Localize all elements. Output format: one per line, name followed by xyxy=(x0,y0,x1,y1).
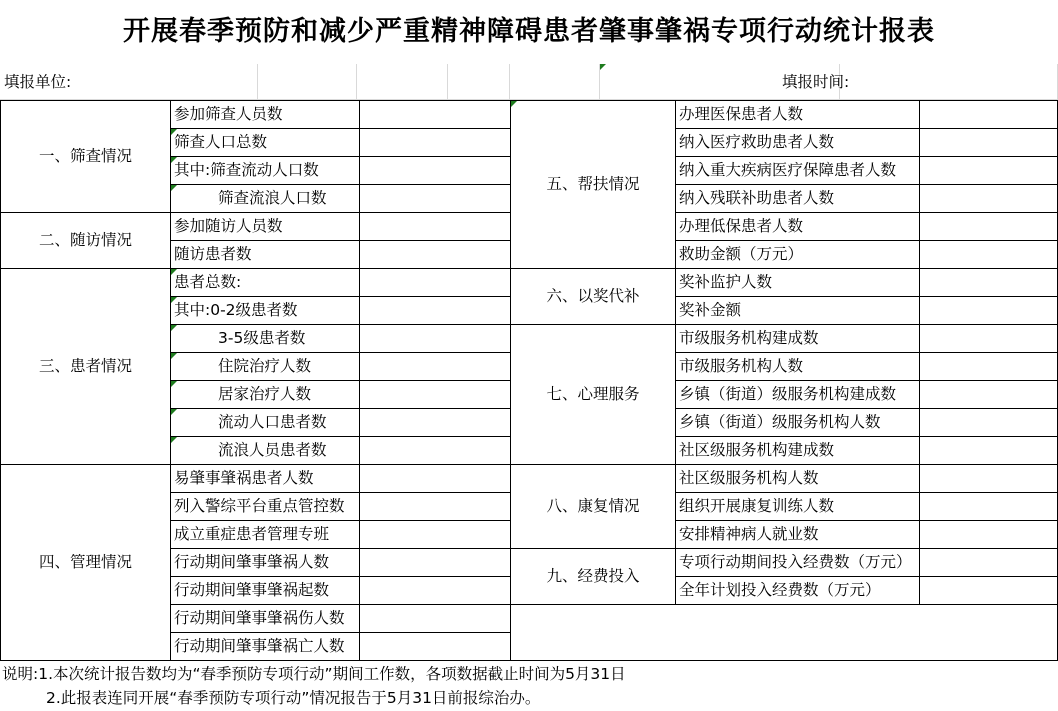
value-cell[interactable] xyxy=(919,184,1058,213)
value-cell[interactable] xyxy=(359,520,511,549)
value-cell[interactable] xyxy=(919,492,1058,521)
value-cell[interactable] xyxy=(359,604,511,633)
item-label: 筛查流浪人口数 xyxy=(170,184,360,213)
item-label: 奖补金额 xyxy=(675,296,920,325)
value-cell[interactable] xyxy=(359,156,511,185)
cell-note-marker xyxy=(171,157,177,163)
item-label: 参加随访人员数 xyxy=(170,212,360,241)
value-cell[interactable] xyxy=(919,408,1058,437)
item-label: 市级服务机构建成数 xyxy=(675,324,920,353)
report-title: 开展春季预防和减少严重精神障碍患者肇事肇祸专项行动统计报表 xyxy=(123,16,935,47)
item-label: 奖补监护人数 xyxy=(675,268,920,297)
item-label: 纳入残联补助患者人数 xyxy=(675,184,920,213)
header-grid-cell xyxy=(448,64,510,100)
value-cell[interactable] xyxy=(359,128,511,157)
value-cell[interactable] xyxy=(359,436,511,465)
value-cell[interactable] xyxy=(919,576,1058,605)
value-cell[interactable] xyxy=(919,324,1058,353)
item-label: 社区级服务机构人数 xyxy=(675,464,920,493)
value-cell[interactable] xyxy=(919,436,1058,465)
cell-note-marker xyxy=(171,297,177,303)
value-cell[interactable] xyxy=(919,240,1058,269)
item-label: 其中:筛查流动人口数 xyxy=(170,156,360,185)
cell-note-marker xyxy=(511,101,517,107)
value-cell[interactable] xyxy=(919,100,1058,129)
value-cell[interactable] xyxy=(359,408,511,437)
value-cell[interactable] xyxy=(359,492,511,521)
item-label: 组织开展康复训练人数 xyxy=(675,492,920,521)
value-cell[interactable] xyxy=(919,296,1058,325)
item-label: 办理医保患者人数 xyxy=(675,100,920,129)
time-label: 填报时间: xyxy=(782,73,850,91)
item-label: 纳入重大疾病医疗保障患者人数 xyxy=(675,156,920,185)
value-cell[interactable] xyxy=(359,352,511,381)
section-label: 九、经费投入 xyxy=(510,548,676,605)
value-cell[interactable] xyxy=(359,296,511,325)
value-cell[interactable] xyxy=(919,380,1058,409)
item-label: 筛查人口总数 xyxy=(170,128,360,157)
item-label: 居家治疗人数 xyxy=(170,380,360,409)
item-label: 患者总数: xyxy=(170,268,360,297)
section-label: 五、帮扶情况 xyxy=(510,100,676,269)
item-label: 随访患者数 xyxy=(170,240,360,269)
cell-note-marker xyxy=(171,185,177,191)
item-label: 行动期间肇事肇祸人数 xyxy=(170,548,360,577)
cell-note-marker xyxy=(171,409,177,415)
value-cell[interactable] xyxy=(919,520,1058,549)
cell-note-marker xyxy=(171,129,177,135)
item-label: 列入警综平台重点管控数 xyxy=(170,492,360,521)
header-grid-cell xyxy=(357,64,448,100)
header-grid-cell xyxy=(258,64,357,100)
item-label: 参加筛查人员数 xyxy=(170,100,360,129)
value-cell[interactable] xyxy=(359,324,511,353)
note-2: 2.此报表连同开展“春季预防专项行动”情况报告于5月31日前报综治办。 xyxy=(46,689,541,707)
value-cell[interactable] xyxy=(359,576,511,605)
value-cell[interactable] xyxy=(919,156,1058,185)
item-label: 易肇事肇祸患者人数 xyxy=(170,464,360,493)
item-label: 行动期间肇事肇祸起数 xyxy=(170,576,360,605)
item-label: 专项行动期间投入经费数（万元） xyxy=(675,548,920,577)
item-label: 救助金额（万元） xyxy=(675,240,920,269)
value-cell[interactable] xyxy=(359,632,511,661)
section-label: 二、随访情况 xyxy=(0,212,171,269)
item-label: 社区级服务机构建成数 xyxy=(675,436,920,465)
value-cell[interactable] xyxy=(359,464,511,493)
value-cell[interactable] xyxy=(919,268,1058,297)
section-label: 七、心理服务 xyxy=(510,324,676,465)
item-label: 办理低保患者人数 xyxy=(675,212,920,241)
item-label: 行动期间肇事肇祸亡人数 xyxy=(170,632,360,661)
item-label: 行动期间肇事肇祸伤人数 xyxy=(170,604,360,633)
value-cell[interactable] xyxy=(359,548,511,577)
cell-note-marker xyxy=(171,325,177,331)
item-label: 流动人口患者数 xyxy=(170,408,360,437)
item-label: 其中:0-2级患者数 xyxy=(170,296,360,325)
item-label: 流浪人员患者数 xyxy=(170,436,360,465)
section-label: 四、管理情况 xyxy=(0,464,171,661)
item-label: 市级服务机构人数 xyxy=(675,352,920,381)
value-cell[interactable] xyxy=(359,380,511,409)
value-cell[interactable] xyxy=(919,352,1058,381)
value-cell[interactable] xyxy=(359,212,511,241)
value-cell[interactable] xyxy=(919,464,1058,493)
item-label: 全年计划投入经费数（万元） xyxy=(675,576,920,605)
section-label: 八、康复情况 xyxy=(510,464,676,549)
cell-note-marker xyxy=(171,353,177,359)
item-label: 3-5级患者数 xyxy=(170,324,360,353)
note-1: 说明:1.本次统计报告数均为“春季预防专项行动”期间工作数，各项数据截止时间为5月31日 xyxy=(2,665,626,683)
section-label: 一、筛查情况 xyxy=(0,100,171,213)
section-label: 六、以奖代补 xyxy=(510,268,676,325)
value-cell[interactable] xyxy=(919,212,1058,241)
cell-note-marker xyxy=(171,269,177,275)
empty-area xyxy=(510,604,1058,661)
section-label: 三、患者情况 xyxy=(0,268,171,465)
cell-note-marker xyxy=(171,381,177,387)
item-label: 乡镇（街道）级服务机构人数 xyxy=(675,408,920,437)
value-cell[interactable] xyxy=(919,128,1058,157)
header-grid-cell xyxy=(510,64,600,100)
value-cell[interactable] xyxy=(359,268,511,297)
value-cell[interactable] xyxy=(359,240,511,269)
cell-note-marker xyxy=(600,64,606,70)
item-label: 住院治疗人数 xyxy=(170,352,360,381)
item-label: 成立重症患者管理专班 xyxy=(170,520,360,549)
value-cell[interactable] xyxy=(359,184,511,213)
unit-label: 填报单位: xyxy=(4,73,72,91)
value-cell[interactable] xyxy=(919,548,1058,577)
cell-note-marker xyxy=(171,437,177,443)
item-label: 乡镇（街道）级服务机构建成数 xyxy=(675,380,920,409)
item-label: 纳入医疗救助患者人数 xyxy=(675,128,920,157)
item-label: 安排精神病人就业数 xyxy=(675,520,920,549)
value-cell[interactable] xyxy=(359,100,511,129)
